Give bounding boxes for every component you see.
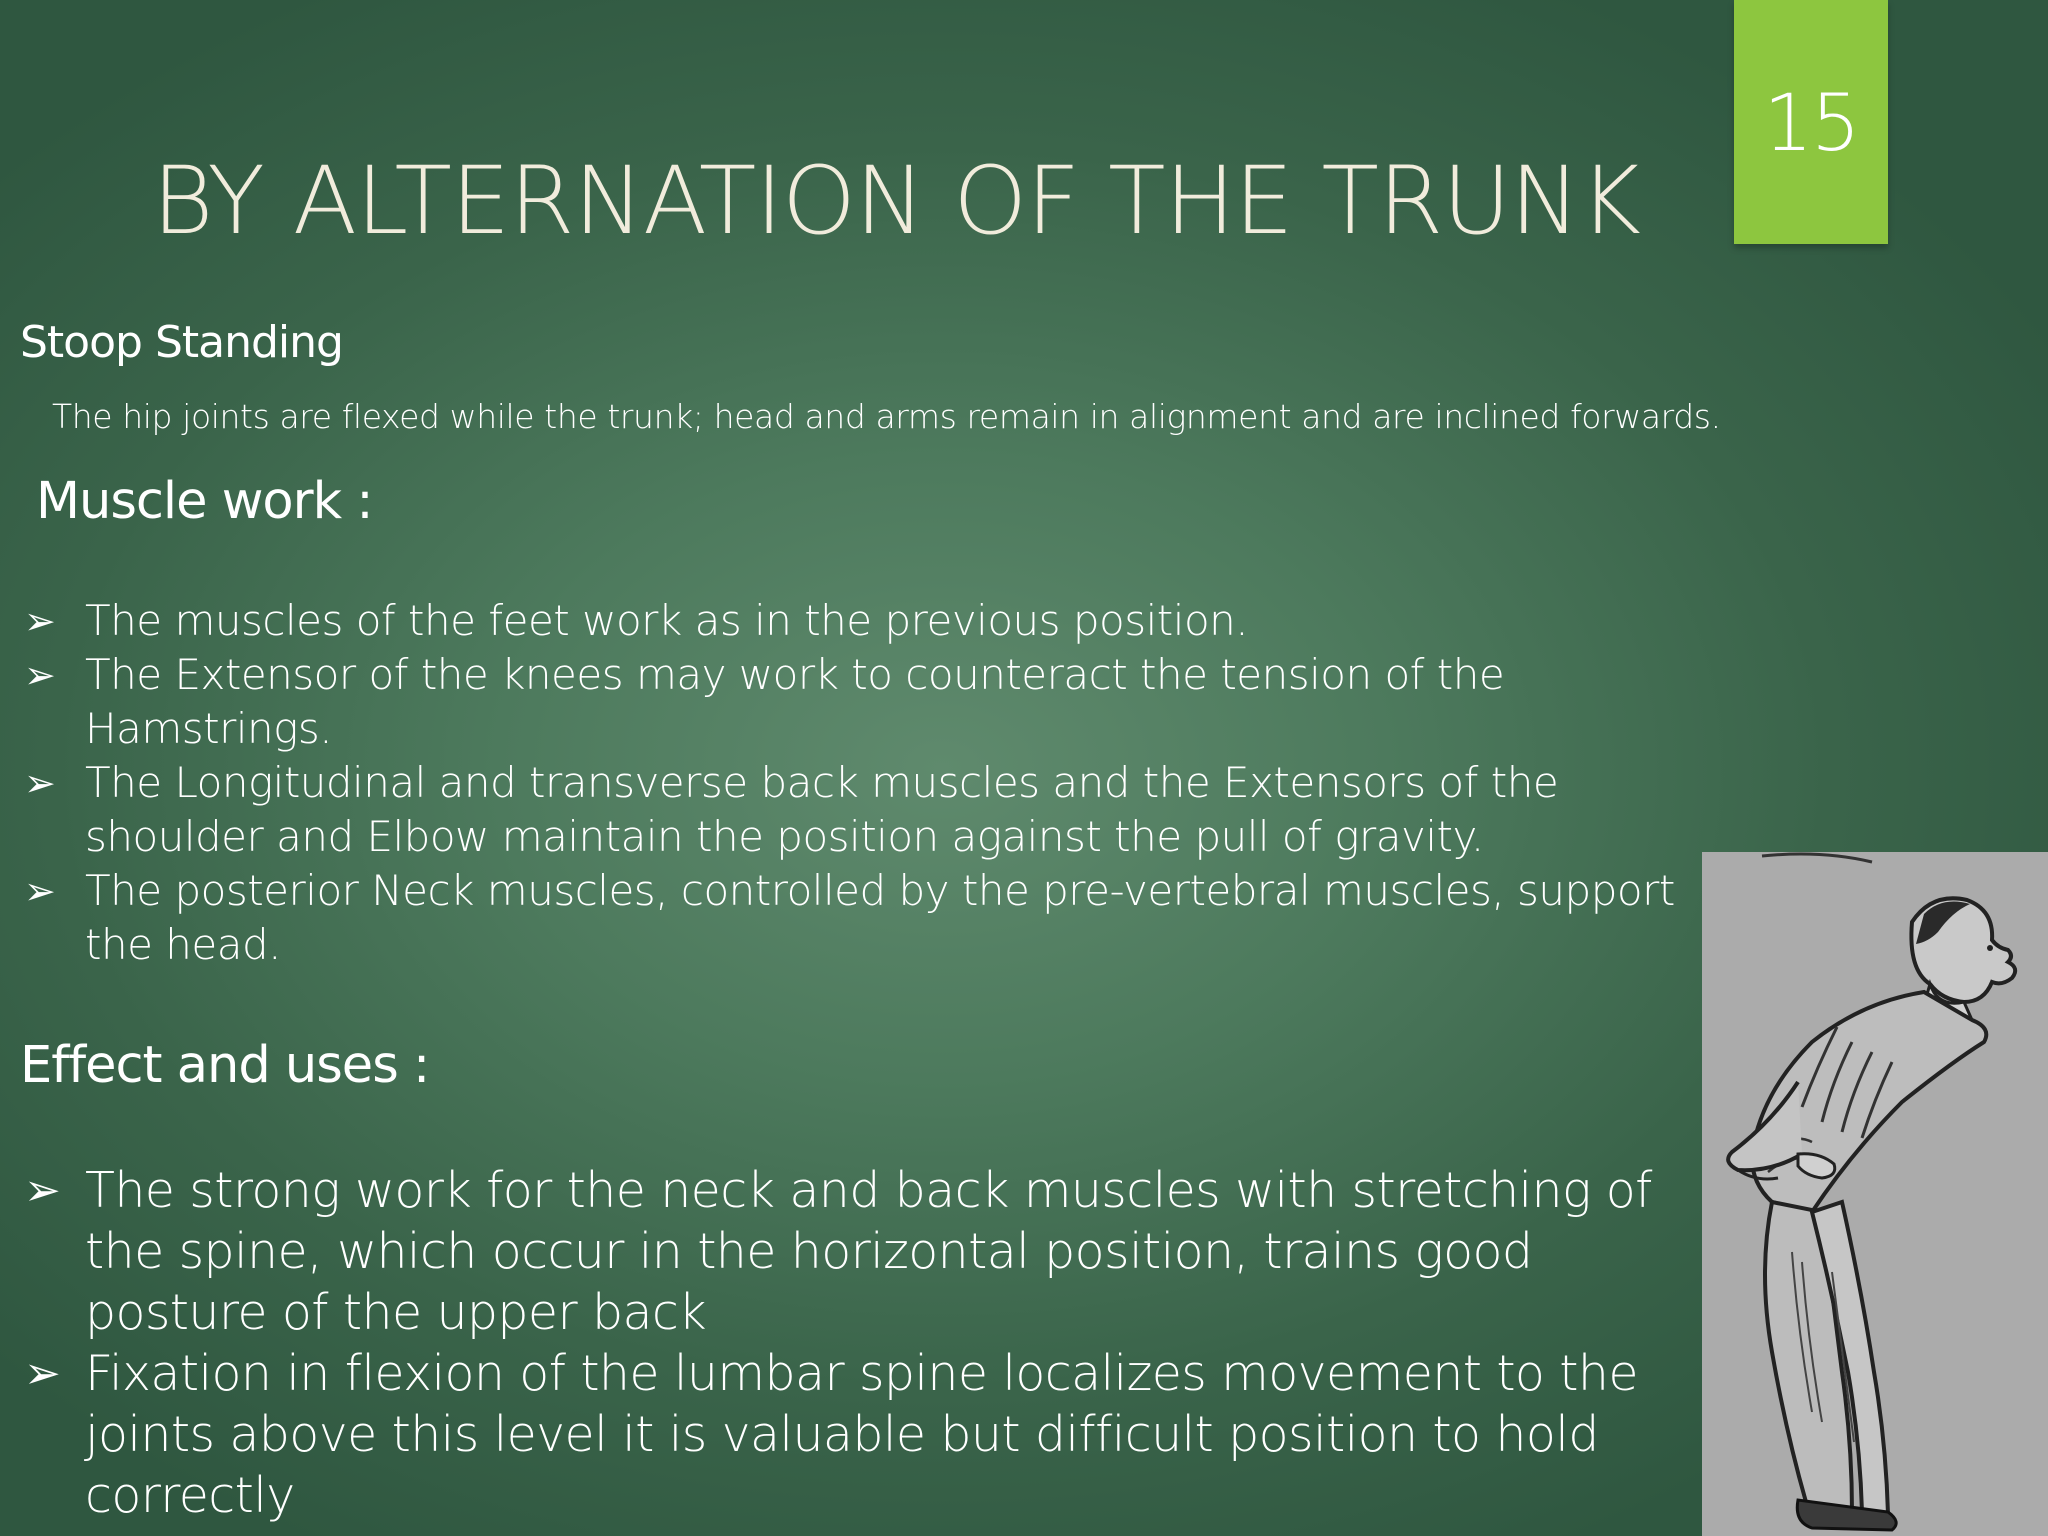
arrow-bullet-icon: ➢	[24, 869, 56, 913]
effects-list	[20, 1160, 1710, 1526]
arrow-bullet-icon: ➢	[24, 599, 56, 643]
arrow-bullet-icon: ➢	[24, 761, 56, 805]
list-item	[20, 1343, 1710, 1526]
arrow-bullet-icon: ➢	[24, 1348, 61, 1399]
muscle-work-list	[20, 594, 1710, 972]
list-item	[20, 648, 1710, 756]
list-item-text: Fixation in flexion of the lumbar spine localizes movement to the joints above this level it is valuable but difficult position to hold correctly	[85, 1345, 1638, 1524]
list-item	[20, 594, 1710, 648]
stoop-standing-figure-icon	[1702, 852, 2048, 1536]
arrow-bullet-icon: ➢	[24, 1165, 61, 1216]
list-item-text: The strong work for the neck and back muscles with stretching of the spine, which occur in the horizontal position, trains good posture of the upper back	[85, 1162, 1652, 1341]
page-number-badge	[1734, 0, 1888, 244]
list-item	[20, 864, 1710, 972]
list-item	[20, 756, 1710, 864]
stoop-standing-illustration	[1702, 852, 2048, 1536]
slide-title: BY ALTERNATION OF THE TRUNK	[152, 147, 1641, 256]
position-description: The hip joints are flexed while the trunk; head and arms remain in alignment and are inclined forwards.	[52, 397, 1721, 436]
list-item-text: The posterior Neck muscles, controlled by the pre-vertebral muscles, support the head.	[85, 866, 1675, 969]
muscle-work-heading: Muscle work :	[36, 472, 373, 531]
list-item	[20, 1160, 1710, 1343]
section-title: Stoop Standing	[20, 317, 343, 368]
list-item-text: The muscles of the feet work as in the previous position.	[85, 596, 1249, 645]
arrow-bullet-icon: ➢	[24, 653, 56, 697]
page-number: 15	[1763, 79, 1859, 169]
effect-uses-heading: Effect and uses :	[20, 1036, 430, 1095]
list-item-text: The Longitudinal and transverse back muscles and the Extensors of the shoulder and Elbow maintain the position against the pull of gravity.	[85, 758, 1559, 861]
list-item-text: The Extensor of the knees may work to counteract the tension of the Hamstrings.	[85, 650, 1505, 753]
